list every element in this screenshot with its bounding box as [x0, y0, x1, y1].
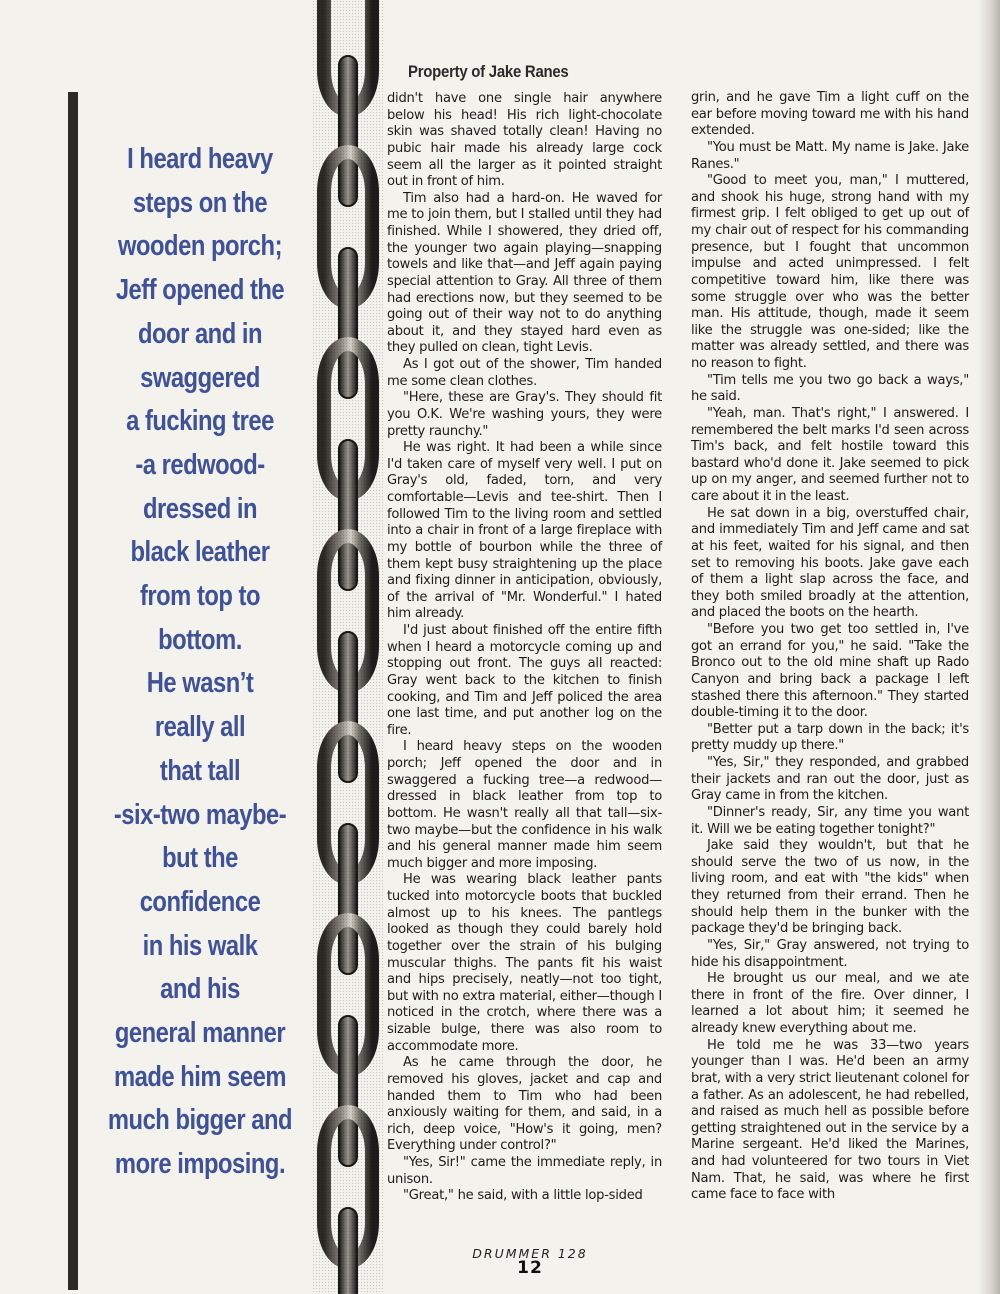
magazine-issue: DRUMMER 128 — [472, 1246, 588, 1261]
pull-quote-line: really all — [154, 711, 246, 744]
running-header: Property of Jake Ranes — [408, 62, 569, 81]
article-paragraph: "Tim tells me you two go back a ways," he said. — [691, 372, 969, 405]
article-column-left — [387, 91, 662, 1205]
article-paragraph: He was wearing black leather pants tucked into motorcycle boots that buckled almost up to his knees. The pantlegs looked as though they could barely hold together over the strain of his bulging muscular thighs. The pants fit his waist and hips precisely, neatly—not too tight, but with no extra material, either—though I noticed in the crotch, where there was a sizable bulge, there was also room to accommodate more. — [387, 872, 662, 1054]
pull-quote-line: that tall — [159, 754, 241, 787]
article-paragraph: "Yeah, man. That's right," I answered. I remembered the belt marks I'd seen across Tim's back, and felt hostile toward this bastard who'd done it. Jake seemed to pick up on my anger, and seemed further not to care about it in the least. — [691, 405, 969, 504]
article-paragraph: "Before you two get too settled in, I've got an errand for you," he said. "Take the Bronco out to the old mine shaft up Rado Canyon and bring back a package I left stashed there this afternoon." They started double-timing it to the door. — [691, 622, 969, 721]
article-paragraph: "Good to meet you, man," I muttered, and shook his huge, strong hand with my firmest grip. I felt obliged to get up out of my chair out of respect for his commanding presence, but I fought that uncommon impulse and acted unimpressed. I felt competitive toward him, like there was some struggle over who was the better man. His attitude, though, made it seem like the struggle was one-sided; like the matter was already settled, and there was no reason to fight. — [691, 173, 969, 371]
pull-quote-line: wooden porch; — [117, 230, 282, 263]
pull-quote-line: dressed in — [142, 492, 258, 525]
article-paragraph: As I got out of the shower, Tim handed me some clean clothes. — [387, 357, 662, 389]
pull-quote-line: made him seem — [113, 1060, 287, 1093]
article-paragraph: Jake said they wouldn't, but that he should serve the two of us now, in the living room, and eat with "the kids" when they returned from their errand. Then he should help them in the bunker with the package they'd be bringing back. — [691, 838, 969, 937]
article-paragraph: "Great," he said, with a little lop-sided — [403, 1188, 643, 1204]
article-paragraph: "Here, these are Gray's. They should fit you O.K. We're washing yours, they were pretty raunchy." — [387, 390, 662, 439]
article-column-right — [691, 90, 969, 1204]
article-paragraph: "Yes, Sir!" came the immediate reply, in unison. — [387, 1155, 662, 1187]
article-paragraph: He was right. It had been a while since I'd taken care of myself very well. I put on Gray's old, faded, torn, and very comfortable—Levis and tee-shirt. Then I followed Tim to the living room and settled into a chair in front of a large fireplace with my bottle of bourbon while the three of them kept busy straightening up the place and fixing dinner in anticipation, obviously, of the arrival of "Mr. Wonderful." I hated him already. — [387, 440, 662, 622]
article-paragraph: didn't have one single hair anywhere below his head! His rich light-chocolate skin was shaved totally clean! Having no pubic hair made his already large cock seem all the larger as it pointed straight out in front of him. — [387, 91, 662, 190]
pull-quote-line: swaggered — [140, 361, 260, 394]
pull-quote-line: door and in — [137, 317, 263, 350]
pull-quote-line: bottom. — [158, 623, 242, 656]
pull-quote-line: more imposing. — [114, 1148, 286, 1181]
article-paragraph: "Better put a tarp down in the back; it's pretty muddy up there." — [691, 721, 969, 754]
article-paragraph: "Dinner's ready, Sir, any time you want it. Will we be eating together tonight?" — [691, 804, 969, 837]
pull-quote-line: black leather — [130, 536, 270, 569]
article-paragraph: "Yes, Sir," they responded, and grabbed their jackets and ran out the door, just as Gray came in from the kitchen. — [691, 755, 969, 804]
article-paragraph: "You must be Matt. My name is Jake. Jake Ranes." — [691, 139, 969, 172]
pull-quote-line: but the — [162, 842, 238, 875]
halftone-texture — [312, 0, 384, 1294]
article-paragraph: Tim also had a hard-on. He waved for me to join them, but I stalled until they had finished. While I showered, they dried off, the younger two again playing—snapping towels and like that—and Jeff again paying special attention to Gray. All three of them had erections now, but they seemed to be going out of their way not to do anything about it, and they stayed hard even as they pulled on clean, tight Levis. — [387, 190, 662, 356]
article-paragraph: I heard heavy steps on the wooden porch; Jeff opened the door and in swaggered a fucking tree—a redwood—dressed in black leather from top to bottom. He wasn't really all that tall—six-two maybe—but the confidence in his walk and his general manner made him seem much bigger and more imposing. — [387, 739, 662, 871]
pull-quote-line: Jeff opened the — [115, 274, 285, 307]
chain-divider-image — [312, 0, 384, 1294]
pull-quote-line: general manner — [114, 1017, 286, 1050]
pull-quote — [105, 138, 295, 1187]
article-paragraph: As he came through the door, he removed his gloves, jacket and cap and handed them to Tim who had been anxiously waiting for them, and said, in a rich, deep voice, "How's it going, men? Everything under control?" — [387, 1055, 662, 1154]
article-paragraph: He sat down in a big, overstuffed chair, and immediately Tim and Jeff came and sat at his feet, waited for his signal, and then set to removing his boots. Jake gave each of them a light slap across the face, and they both smiled broadly at the attention, and placed the boots on the hearth. — [691, 505, 969, 621]
pull-quote-rule — [68, 92, 78, 1290]
pull-quote-line: -six-two maybe- — [113, 798, 287, 831]
pull-quote-line: -a redwood- — [135, 448, 265, 481]
page-footer — [400, 1246, 660, 1278]
pull-quote-line: confidence — [139, 885, 261, 918]
article-paragraph: grin, and he gave Tim a light cuff on the ear before moving toward me with his hand extended. — [691, 90, 969, 139]
pull-quote-line: and his — [160, 973, 240, 1006]
pull-quote-line: He wasn’t — [146, 667, 254, 700]
page-edge-shadow — [978, 0, 1000, 1294]
page-number: 12 — [517, 1258, 543, 1278]
article-paragraph: He brought us our meal, and we ate there in front of the fire. Over dinner, I learned a lot about him; it seemed he already knew everything about me. — [691, 971, 969, 1036]
article-paragraph: "Yes, Sir," Gray answered, not trying to hide his disappointment. — [691, 937, 969, 970]
pull-quote-line: steps on the — [132, 186, 268, 219]
pull-quote-line: in his walk — [142, 929, 258, 962]
pull-quote-line: I heard heavy — [127, 143, 273, 175]
article-paragraph: He told me he was 33—two years younger than I was. He'd been an army brat, with a very strict lieutenant colonel for a father. As an adolescent, he had rebelled, and raised as much hell as possible before getting straightened out in the service by a Marine sergeant. He'd liked the Marines, and had volunteered for two tours in Viet Nam. That, he said, was where he first came face to face with — [691, 1037, 969, 1203]
pull-quote-line: from top to — [139, 580, 261, 613]
pull-quote-line: a fucking tree — [126, 405, 274, 438]
article-paragraph: I'd just about finished off the entire fifth when I heard a motorcycle coming up and stopping out front. The guys all reacted: Gray went back to the kitchen to finish cooking, and Tim and Jeff policed the area one last time, and put another log on the fire. — [387, 623, 662, 738]
pull-quote-line: much bigger and — [107, 1104, 293, 1137]
